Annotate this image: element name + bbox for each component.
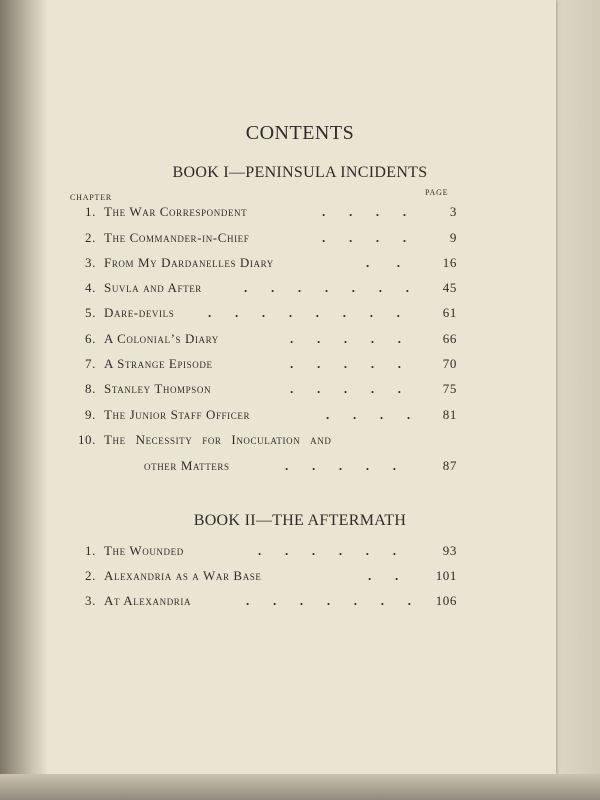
toc-entry [0,204,600,224]
dot-leader: . . [368,568,399,583]
chapter-title: The Wounded [104,543,184,558]
toc-entry [0,543,600,563]
page-number: 75 [442,381,457,396]
chapter-title: At Alexandria [104,593,192,608]
page-number: 101 [435,568,457,583]
chapter-number: 4. [85,280,96,295]
dot-leader: . . . . . [290,381,402,396]
chapter-number: 8. [85,381,96,396]
dot-leader: . . . . [326,407,411,422]
chapter-number: 10. [77,432,96,447]
dot-leader: . . [366,255,401,270]
chapter-title: The Commander-in-Chief [104,230,250,245]
toc-entry [0,255,600,275]
page-number: 106 [435,593,457,608]
dot-leader: . . . . . [285,458,397,473]
page-number: 81 [442,407,457,422]
chapter-title: From My Dardanelles Diary [104,255,274,270]
chapter-number: 3. [85,255,96,270]
chapter-title: A Colonial’s Diary [104,331,219,346]
chapter-title-continuation: other Matters [144,458,230,473]
table-surface [0,774,600,800]
chapter-title: The War Correspondent [104,204,248,219]
toc-entry [0,568,600,588]
page-number: 3 [449,204,457,219]
chapter-title: Alexandria as a War Base [104,568,262,583]
chapter-title: A Strange Episode [104,356,213,371]
chapter-title: The Junior Staff Officer [104,407,251,422]
chapter-title: Suvla and After [104,280,202,295]
book1-heading: BOOK I—PENINSULA INCIDENTS [172,164,428,181]
page-number: 66 [442,331,457,346]
toc-entry [0,356,600,376]
dot-leader: . . . . [322,230,407,245]
chapter-title: The Necessity for Inoculation and [104,432,332,447]
toc-entry [0,407,600,427]
toc-entry [0,331,600,351]
chapter-number: 5. [85,305,96,320]
dot-leader: . . . . . . . . [208,305,401,320]
toc-entry [0,230,600,250]
page-column-label: PAGE [425,188,449,197]
page-number: 9 [449,230,457,245]
dot-leader: . . . . . . . [246,593,412,608]
chapter-number: 1. [85,543,96,558]
book2-heading: BOOK II—THE AFTERMATH [193,512,407,529]
chapter-number: 6. [85,331,96,346]
page-number: 45 [442,280,457,295]
toc-entry [0,305,600,325]
page-number: 93 [442,543,457,558]
chapter-number: 2. [85,230,96,245]
chapter-title: Dare-devils [104,305,175,320]
page-number: 70 [442,356,457,371]
toc-entry [0,280,600,300]
chapter-number: 7. [85,356,96,371]
dot-leader: . . . . [322,204,407,219]
toc-entry [0,381,600,401]
toc-entry-continuation [0,458,600,478]
toc-entry [0,593,600,613]
chapter-title: Stanley Thompson [104,381,212,396]
chapter-column-label: CHAPTER [70,193,113,202]
contents-heading: CONTENTS [245,122,355,144]
dot-leader: . . . . . [290,331,402,346]
toc-entry [0,432,600,452]
dot-leader: . . . . . [290,356,402,371]
chapter-number: 1. [85,204,96,219]
page-number: 61 [442,305,457,320]
dot-leader: . . . . . . . [244,280,410,295]
page-number: 87 [442,458,457,473]
chapter-number: 3. [85,593,96,608]
dot-leader: . . . . . . [258,543,397,558]
page-number: 16 [442,255,457,270]
chapter-number: 9. [85,407,96,422]
chapter-number: 2. [85,568,96,583]
